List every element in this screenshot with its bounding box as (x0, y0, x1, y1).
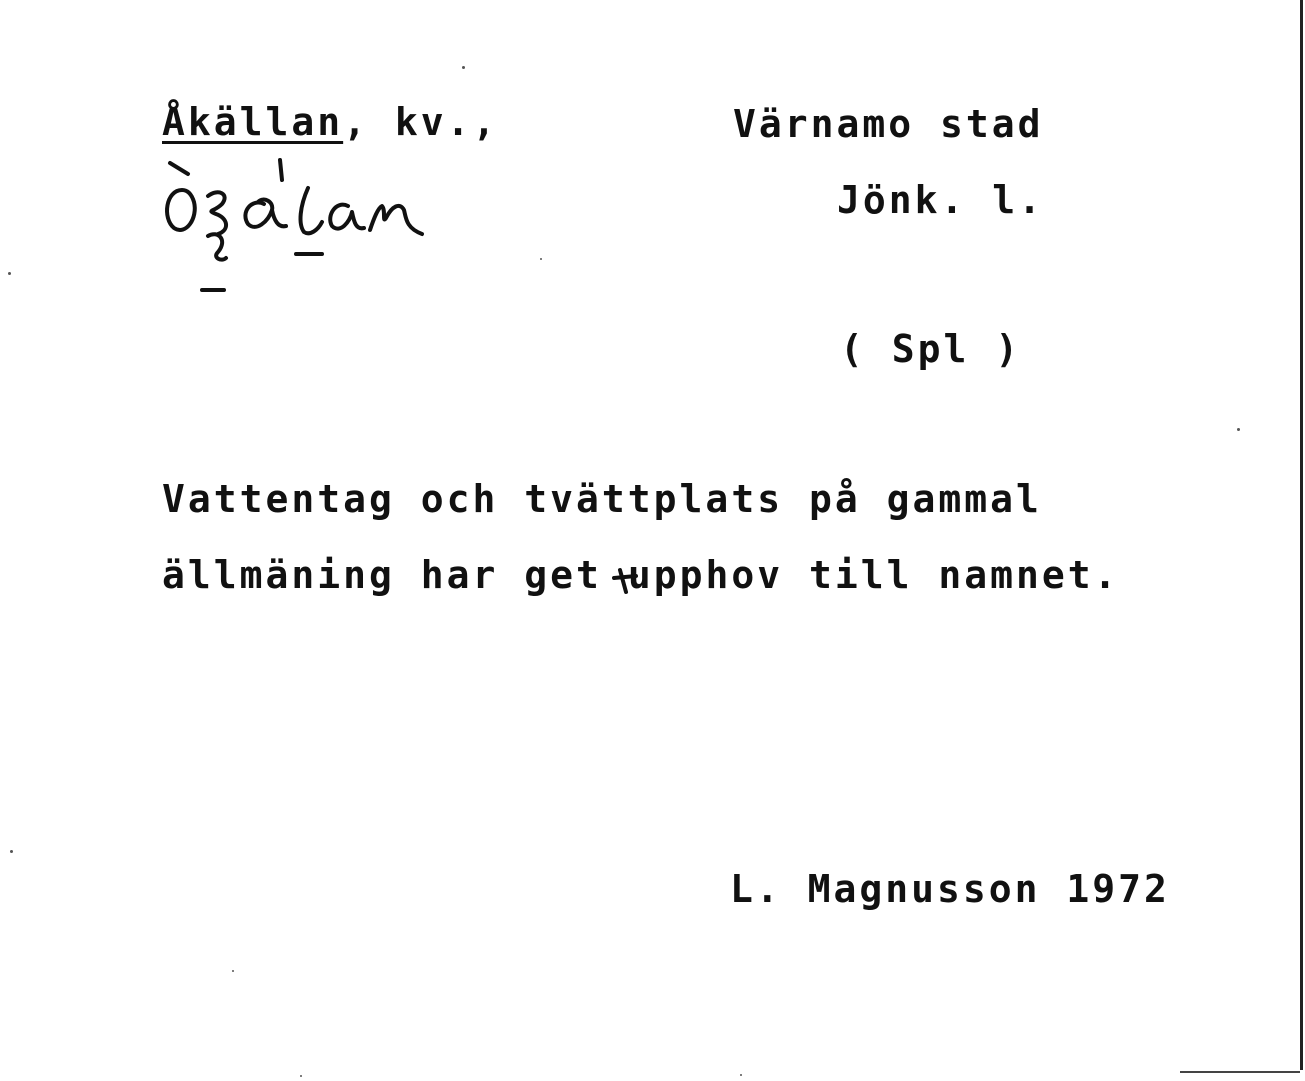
signature: L. Magnusson 1972 (730, 867, 1170, 911)
speck (540, 258, 542, 260)
card-bottom-edge (1180, 1071, 1300, 1073)
speck (462, 66, 465, 69)
body-line-2-suffix: upphov till namnet. (601, 553, 1120, 597)
city: Värnamo stad (733, 102, 1044, 146)
handwritten-correction-mark (612, 560, 644, 600)
speck (1237, 428, 1240, 431)
place-name: Åkällan (162, 100, 344, 144)
category: ( Spl ) (840, 327, 1022, 371)
card-right-edge (1300, 0, 1303, 1070)
place-heading (162, 100, 499, 144)
body-line-1: Vattentag och tvättplats på gammal (162, 477, 1042, 521)
place-suffix: , kv., (343, 100, 499, 144)
speck (740, 1074, 742, 1076)
speck (10, 850, 13, 853)
handwritten-pronunciation (160, 158, 450, 298)
county: Jönk. l. (837, 178, 1045, 222)
speck (232, 970, 234, 972)
body-line-2-prefix: ällmäning har get (162, 553, 602, 597)
speck (300, 1075, 302, 1077)
speck (8, 272, 11, 275)
